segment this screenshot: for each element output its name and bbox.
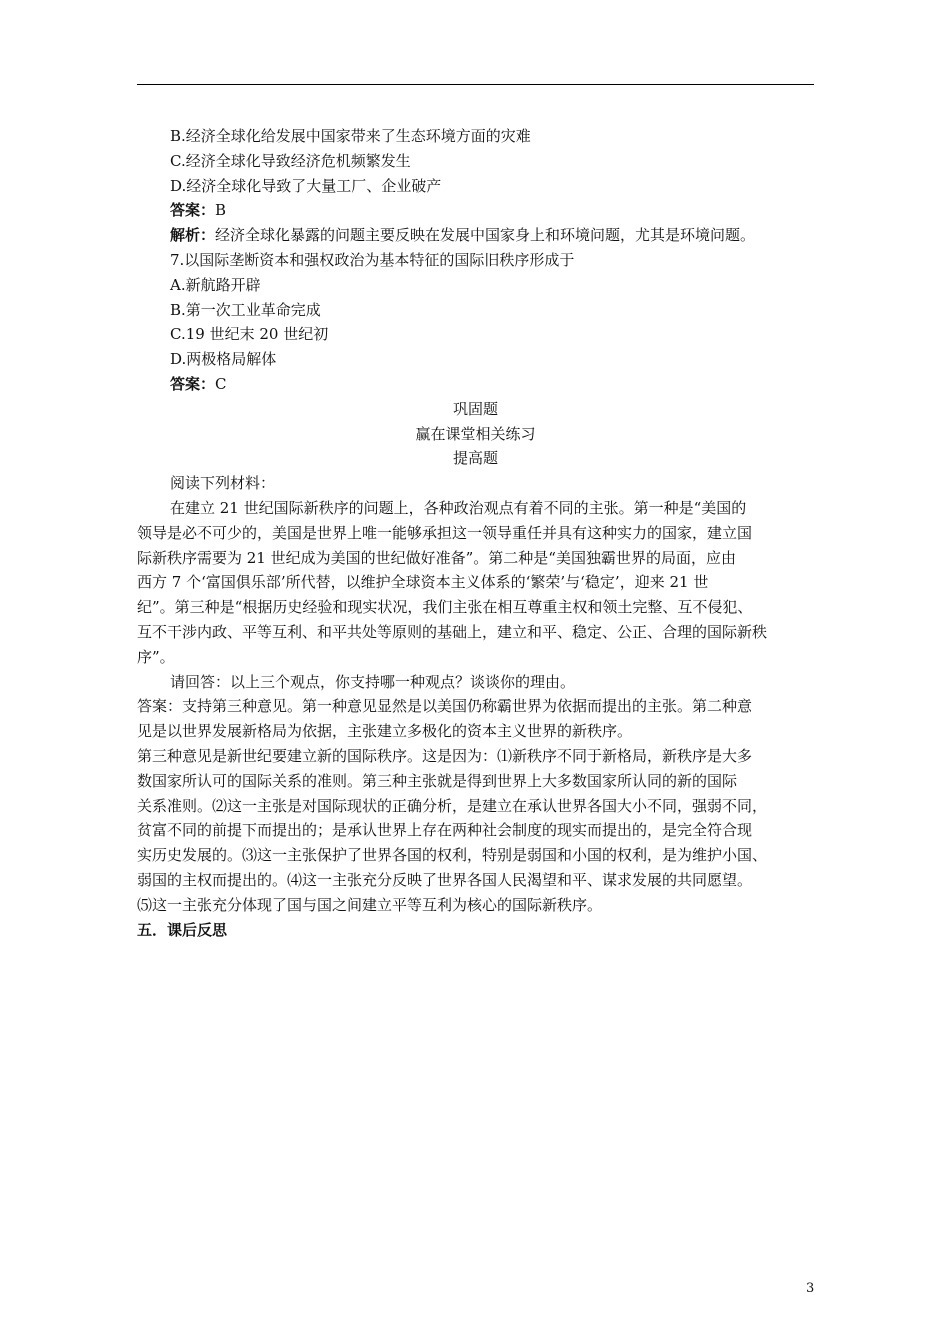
- answer-line: 数国家所认可的国际关系的准则。第三种主张就是得到世界上大多数国家所认同的新的国际: [137, 771, 738, 790]
- answer-7: [137, 372, 814, 397]
- answer-line: 答案：支持第三种意见。第一种意见显然是以美国仍称霸世界为依据而提出的主张。第二种意: [137, 697, 753, 716]
- material-line: 互不干涉内政、平等互利、和平共处等原则的基础上，建立和平、稳定、公正、合理的国际新秩: [137, 622, 768, 641]
- answer-line: 弱国的主权而提出的。⑷这一主张充分反映了世界各国人民渴望和平、谋求发展的共同愿望。: [137, 870, 753, 889]
- answer-line: 实历史发展的。⑶这一主张保护了世界各国的权利，特别是弱国和小国的权利，是为维护小国、: [137, 846, 768, 865]
- question-7-option-a: A.新航路开辟: [170, 275, 261, 294]
- material-line: 领导是必不可少的，美国是世界上唯一能够承担这一领导重任并具有这种实力的国家，建立国: [137, 523, 753, 542]
- analysis-label: 解析：: [170, 226, 216, 245]
- question-7-option-d: D.两极格局解体: [170, 350, 277, 369]
- analysis-text: 经济全球化暴露的问题主要反映在发展中国家身上和环境问题，尤其是环境问题。: [215, 226, 756, 245]
- material-line: 在建立 21 世纪国际新秩序的问题上，各种政治观点有着不同的主张。第一种是“美国的: [170, 498, 747, 517]
- material-line: 西方 7 个‘富国俱乐部’所代替，以维护全球资本主义体系的‘繁荣’与‘稳定’，迎来 21 世: [137, 573, 709, 592]
- page-number: 3: [806, 1281, 815, 1296]
- answer-line: 见是以世界发展新格局为依据，主张建立多极化的资本主义世界的新秩序。: [137, 722, 633, 741]
- heading-class-exercise: 赢在课堂相关练习: [415, 424, 536, 443]
- option-b-prev: B.经济全球化给发展中国家带来了生态环境方面的灾难: [170, 127, 531, 145]
- material-line: 纪”。第三种是“根据历史经验和现实状况，我们主张在相互尊重主权和领土完整、互不侵犯、: [137, 598, 753, 617]
- answer-label: 答案：: [170, 201, 216, 220]
- answer-line: 贫富不同的前提下而提出的；是承认世界上存在两种社会制度的现实而提出的，是完全符合现: [137, 821, 753, 840]
- question-7-option-b: B.第一次工业革命完成: [170, 300, 321, 319]
- option-d-prev: D.经济全球化导致了大量工厂、企业破产: [170, 176, 442, 195]
- option-c-prev: C.经济全球化导致经济危机频繁发生: [170, 151, 411, 170]
- analysis-6: [137, 223, 814, 248]
- header-rule: [137, 84, 814, 85]
- answer-6: [137, 198, 814, 223]
- question-7-option-c: C.19 世纪末 20 世纪初: [170, 325, 329, 344]
- document-body: [137, 124, 814, 942]
- answer-line: 关系准则。⑵这一主张是对国际现状的正确分析，是建立在承认世界各国大小不同，强弱不同，: [137, 796, 768, 815]
- section-five-heading: 五．课后反思: [137, 920, 228, 939]
- heading-advanced: 提高题: [452, 449, 498, 468]
- material-line: 序”。: [137, 647, 175, 666]
- answer-line: 第三种意见是新世纪要建立新的国际秩序。这是因为：⑴新秩序不同于新格局，新秩序是大多: [137, 746, 753, 765]
- heading-consolidation: 巩固题: [452, 399, 498, 418]
- answer-value: B: [215, 201, 227, 220]
- reading-question: 请回答：以上三个观点，你支持哪一种观点？谈谈你的理由。: [170, 672, 576, 691]
- answer-line: ⑸这一主张充分体现了国与国之间建立平等互利为核心的国际新秩序。: [137, 895, 603, 914]
- material-line: 际新秩序需要为 21 世纪成为美国的世纪做好准备”。第二种是“美国独霸世界的局面，应由: [137, 548, 736, 567]
- question-7-stem: 7.以国际垄断资本和强权政治为基本特征的国际旧秩序形成于: [170, 250, 575, 269]
- reading-intro: 阅读下列材料：: [170, 474, 276, 493]
- answer-value: C: [215, 374, 227, 393]
- answer-label: 答案：: [170, 374, 216, 393]
